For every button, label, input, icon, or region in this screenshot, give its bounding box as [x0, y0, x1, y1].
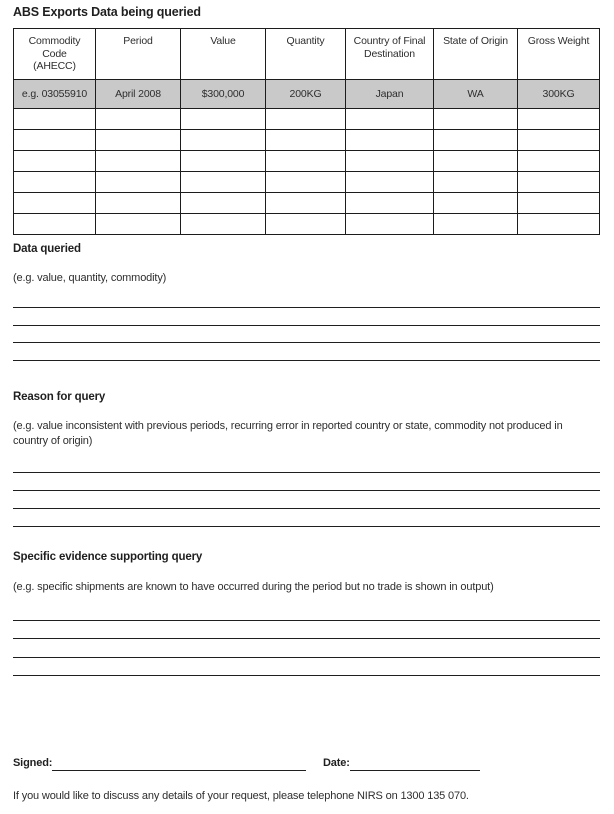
table-cell: [346, 214, 434, 235]
table-cell: [434, 109, 518, 130]
page-title: ABS Exports Data being queried: [13, 5, 201, 19]
table-cell: [14, 130, 96, 151]
table-cell: [346, 193, 434, 214]
table-cell: [518, 151, 600, 172]
col-header-value: Value: [181, 29, 266, 80]
table-cell: [181, 172, 266, 193]
answer-line: [13, 638, 600, 639]
table-cell: [181, 193, 266, 214]
table-cell: [14, 172, 96, 193]
answer-line: [13, 342, 600, 343]
example-cell-gross-weight: 300KG: [518, 80, 600, 109]
section-heading-reason-for-query: Reason for query: [13, 391, 106, 403]
table-cell: [518, 193, 600, 214]
answer-line: [13, 526, 600, 527]
answer-line: [13, 472, 600, 473]
table-row: [14, 130, 600, 151]
table-cell: [96, 130, 181, 151]
table-cell: [346, 151, 434, 172]
section-hint-reason-for-query: (e.g. value inconsistent with previous periods, recurring error in reported country or state, commodity not produced in country of origin): [13, 420, 563, 447]
table-cell: [266, 130, 346, 151]
answer-line: [13, 620, 600, 621]
table-cell: [96, 193, 181, 214]
table-cell: [266, 193, 346, 214]
table-cell: [96, 214, 181, 235]
table-cell: [434, 130, 518, 151]
example-cell-period: April 2008: [96, 80, 181, 109]
table-cell: [14, 214, 96, 235]
table-cell: [96, 109, 181, 130]
example-cell-state: WA: [434, 80, 518, 109]
section-heading-specific-evidence: Specific evidence supporting query: [13, 551, 203, 563]
table-cell: [518, 214, 600, 235]
example-row: [14, 80, 600, 109]
table-row: [14, 193, 600, 214]
date-line: [350, 770, 480, 771]
answer-line: [13, 657, 600, 658]
answer-line: [13, 325, 600, 326]
table-row: [14, 214, 600, 235]
col-header-state-of-origin: State of Origin: [434, 29, 518, 80]
col-header-quantity: Quantity: [266, 29, 346, 80]
col-header-gross-weight: Gross Weight: [518, 29, 600, 80]
answer-line: [13, 360, 600, 361]
table-cell: [266, 109, 346, 130]
table-cell: [518, 130, 600, 151]
col-header-commodity-code: Commodity Code (AHECC): [14, 29, 96, 80]
table-cell: [14, 151, 96, 172]
section-hint-specific-evidence: (e.g. specific shipments are known to have occurred during the period but no trade is shown in output): [13, 581, 494, 593]
table-row: [14, 109, 600, 130]
answer-line: [13, 490, 600, 491]
table-cell: [346, 172, 434, 193]
table-cell: [266, 172, 346, 193]
example-cell-value: $300,000: [181, 80, 266, 109]
table-cell: [181, 109, 266, 130]
table-cell: [518, 109, 600, 130]
signed-line: [52, 770, 306, 771]
table-cell: [434, 151, 518, 172]
table-cell: [434, 172, 518, 193]
date-label: Date:: [323, 757, 350, 769]
table-header-row: [14, 29, 600, 80]
table-cell: [266, 151, 346, 172]
table-cell: [14, 109, 96, 130]
table-cell: [518, 172, 600, 193]
signed-label: Signed:: [13, 757, 53, 769]
table-cell: [181, 151, 266, 172]
table-cell: [346, 130, 434, 151]
example-cell-quantity: 200KG: [266, 80, 346, 109]
contact-note: If you would like to discuss any details of your request, please telephone NIRS on 1300 135 070.: [13, 790, 469, 802]
col-header-country-final-destination: Country of Final Destination: [346, 29, 434, 80]
table-cell: [266, 214, 346, 235]
table-cell: [434, 193, 518, 214]
col-header-period: Period: [96, 29, 181, 80]
table-row: [14, 151, 600, 172]
table-cell: [14, 193, 96, 214]
section-hint-data-queried: (e.g. value, quantity, commodity): [13, 272, 167, 284]
table-row: [14, 172, 600, 193]
table-cell: [181, 130, 266, 151]
table-cell: [181, 214, 266, 235]
section-heading-data-queried: Data queried: [13, 243, 81, 255]
exports-data-table: [13, 28, 600, 235]
answer-line: [13, 508, 600, 509]
answer-line: [13, 675, 600, 676]
example-cell-commodity-code: e.g. 03055910: [14, 80, 96, 109]
answer-line: [13, 307, 600, 308]
table-cell: [96, 151, 181, 172]
table-cell: [96, 172, 181, 193]
table-cell: [434, 214, 518, 235]
example-cell-country: Japan: [346, 80, 434, 109]
table-cell: [346, 109, 434, 130]
